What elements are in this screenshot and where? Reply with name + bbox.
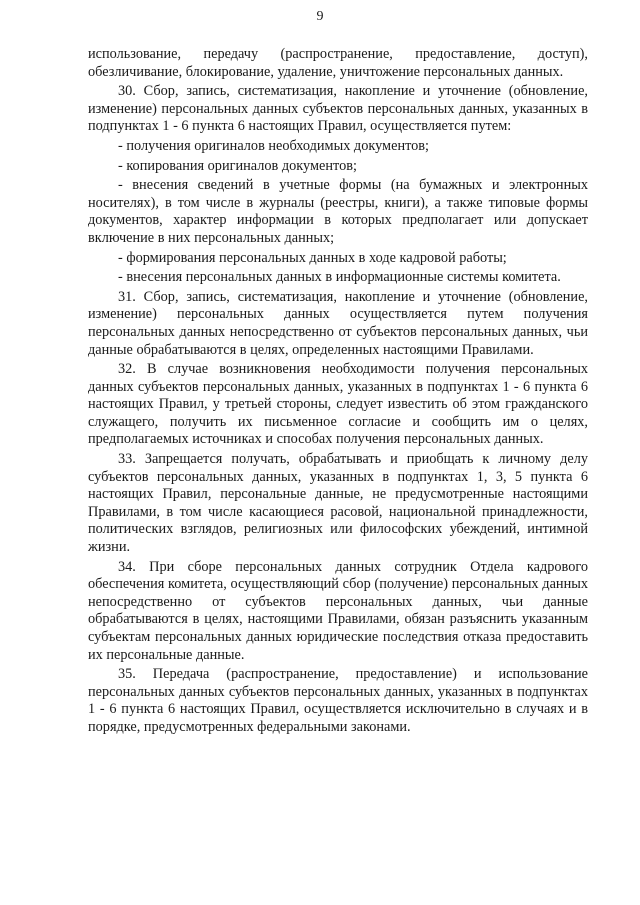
list-item-copies: - копирования оригиналов документов;: [118, 157, 357, 174]
paragraph-31: 31. Сбор, запись, систематизация, накопление и уточнение (обновление, изменение) персональных данных осуществляется путем получения персональных данных непосредственно от субъектов персональных данных, чьи данные обрабатываются в целях, определенных настоящими Правилами.: [88, 288, 588, 358]
paragraph-30: 30. Сбор, запись, систематизация, накопление и уточнение (обновление, изменение) персональных данных субъектов персональных данных, указанных в подпунктах 1 - 6 пункта 6 настоящих Правил, осуществляется путем:: [88, 83, 588, 135]
list-item-originals: - получения оригиналов необходимых документов;: [118, 137, 430, 154]
page-number: 9: [316, 9, 324, 24]
paragraph-continuation: использование, передачу (распространение, предоставление, доступ), обезличивание, блокирование, удаление, уничтожение персональных данных.: [88, 46, 588, 80]
list-item-hr-work: - формирования персональных данных в ходе кадровой работы;: [118, 249, 507, 266]
paragraph-34: 34. При сборе персональных данных сотрудник Отдела кадрового обеспечения комитета, осуществляющий сбор (получение) персональных данных непосредственно от субъектов персональных данных, чьи данные обрабатываются в целях, настоящими Правилами, обязан разъяснить указанным субъектам персональных данных юридические последствия отказа предоставить их персональные данные.: [88, 558, 588, 663]
list-item-forms: - внесения сведений в учетные формы (на бумажных и электронных носителях), в том числе в журналы (реестры, книги), а также типовые формы документов, характер информации в которых предполагает или допускает включение в них персональных данных;: [88, 177, 588, 246]
paragraph-35: 35. Передача (распространение, предоставление) и использование персональных данных субъектов персональных данных, указанных в подпунктах 1 - 6 пункта 6 настоящих Правил, осуществляется исключительно в случаях и в порядке, предусмотренных федеральными законами.: [88, 666, 588, 735]
paragraph-32: 32. В случае возникновения необходимости получения персональных данных субъектов персональных данных, указанных в подпунктах 1 - 6 пункта 6 настоящих Правил, у третьей стороны, следует известить об этом гражданского служащего, получить их письменное согласие и сообщить им о целях, предполагаемых источниках и способах получения персональных данных.: [88, 361, 588, 448]
paragraph-33: 33. Запрещается получать, обрабатывать и приобщать к личному делу субъектов персональных данных, указанных в подпунктах 1, 3, 5 пункта 6 настоящих Правил, персональные данные, не предусмотренные настоящими Правилами, в том числе касающиеся расовой, национальной принадлежности, политических взглядов, религиозных или философских убеждений, интимной жизни.: [88, 451, 588, 556]
document-body: [88, 46, 588, 737]
list-item-info-systems: - внесения персональных данных в информационные системы комитета.: [118, 269, 561, 286]
